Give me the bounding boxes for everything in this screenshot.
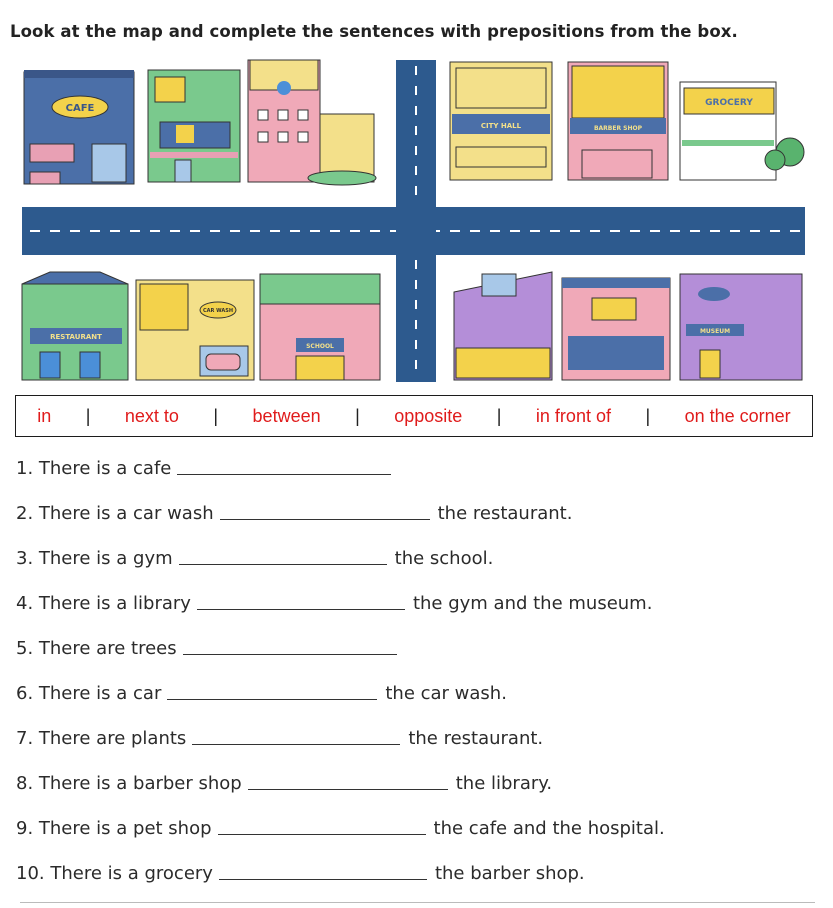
question-text: 6. There is a car [16,683,162,704]
word-separator: | [645,405,651,426]
question-text: 9. There is a pet shop [16,818,212,839]
answer-blank[interactable] [167,698,377,700]
question-5 [16,638,405,659]
library-building [562,278,670,380]
word-opposite: opposite [394,405,463,426]
town-map [0,52,833,392]
word-next-to: next to [124,405,179,426]
hospital-building [248,60,376,185]
question-text: 5. There are trees [16,638,177,659]
answer-blank[interactable] [183,653,397,655]
pet-shop-building [148,70,240,182]
question-tail: the restaurant. [408,728,544,749]
instruction-text: Look at the map and complete the sentences with prepositions from the box. [10,22,738,41]
answer-blank[interactable] [177,473,391,475]
word-in-front-of: in front of [535,405,611,426]
word-separator: | [496,405,502,426]
cafe-sign: CAFE [65,103,95,114]
answer-blank[interactable] [220,518,430,520]
restaurant-sign: RESTAURANT [50,333,102,341]
grocery-building [680,82,804,180]
barber-shop-building [568,62,668,180]
question-text: 4. There is a library [16,593,191,614]
city-hall-sign: CITY HALL [480,122,522,130]
question-tail: the cafe and the hospital. [433,818,665,839]
question-4 [16,593,652,614]
question-text: 1. There is a cafe [16,458,172,479]
question-9 [16,818,665,839]
word-in: in [37,405,52,426]
word-separator: | [85,405,91,426]
question-2 [16,503,572,524]
answer-blank[interactable] [192,743,400,745]
school-sign: SCHOOL [306,343,334,350]
car-wash-sign: CAR WASH [202,308,234,314]
question-3 [16,548,493,569]
answer-blank[interactable] [197,608,405,610]
question-10 [16,863,585,884]
city-hall-building [450,62,552,180]
answer-blank[interactable] [179,563,387,565]
question-tail: the library. [455,773,553,794]
question-text: 10. There is a grocery [16,863,213,884]
word-on-the-corner: on the corner [684,405,791,426]
question-6 [16,683,507,704]
answer-blank[interactable] [219,878,427,880]
question-text: 8. There is a barber shop [16,773,242,794]
car-wash-building [136,280,254,380]
school-building [260,274,380,380]
question-tail: the restaurant. [437,503,573,524]
question-tail: the gym and the museum. [412,593,653,614]
preposition-word-box [15,395,813,437]
question-tail: the barber shop. [434,863,585,884]
word-separator: | [355,405,360,426]
answer-blank[interactable] [248,788,448,790]
gym-building [454,272,552,380]
barber-shop-sign: BARBER SHOP [593,125,643,132]
question-text: 7. There are plants [16,728,187,749]
question-8 [16,773,552,794]
question-tail: the school. [394,548,494,569]
question-text: 3. There is a gym [16,548,173,569]
cafe-building [24,70,134,184]
answer-blank[interactable] [218,833,426,835]
museum-building [680,274,802,380]
restaurant-building [22,272,128,380]
question-7 [16,728,543,749]
question-text: 2. There is a car wash [16,503,214,524]
museum-sign: MUSEUM [699,328,731,335]
bottom-divider [20,902,815,903]
word-separator: | [213,405,219,426]
word-between: between [252,405,321,426]
question-tail: the car wash. [385,683,507,704]
grocery-sign: GROCERY [705,98,753,108]
question-1 [16,458,399,479]
